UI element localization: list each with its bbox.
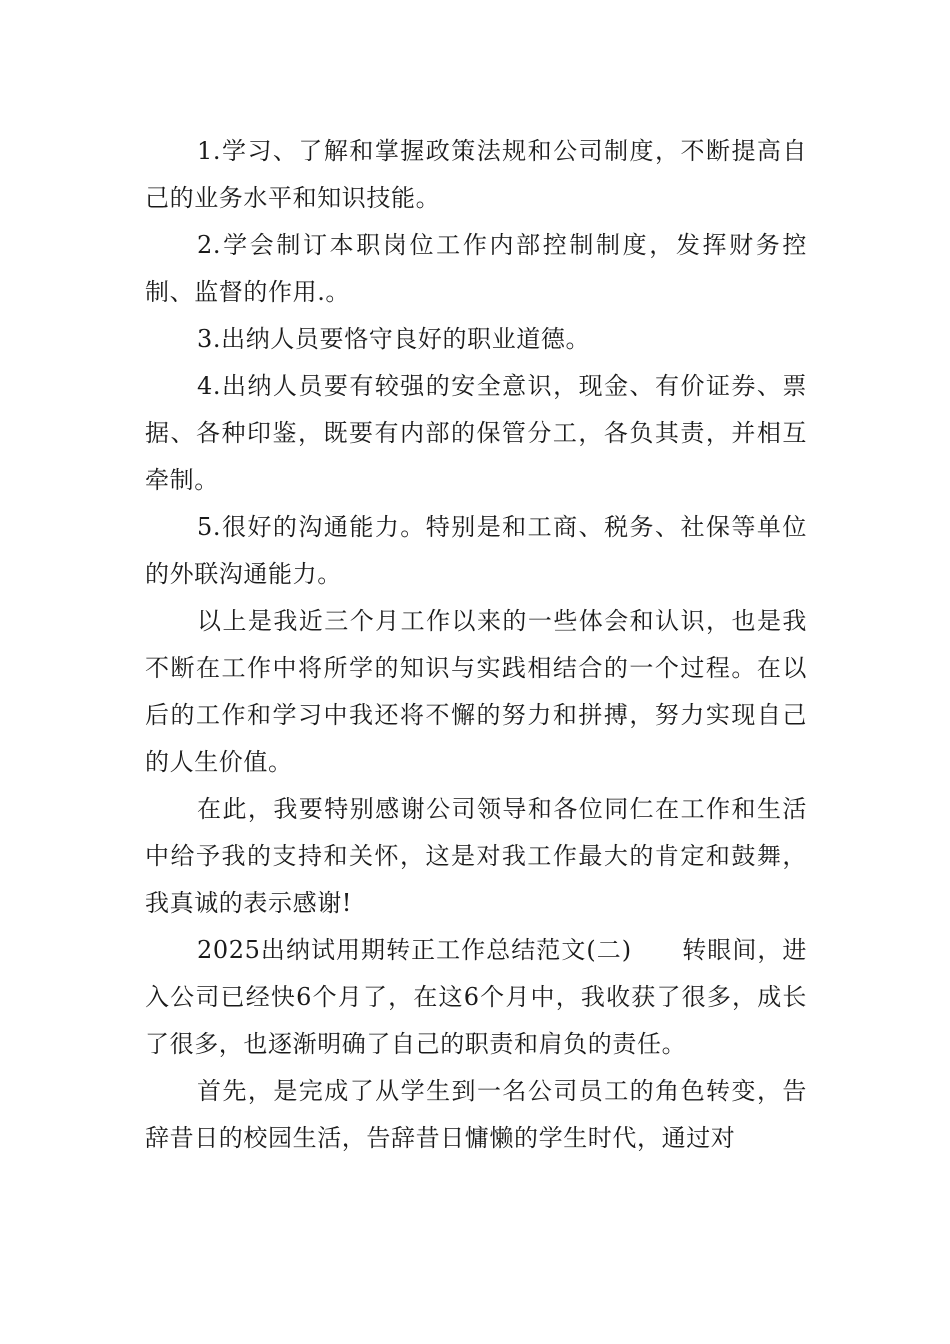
paragraph-summary: 以上是我近三个月工作以来的一些体会和认识，也是我不断在工作中将所学的知识与实践相结合的一个过程。在以后的工作和学习中我还将不懈的努力和拼搏，努力实现自己的人生价值。 (145, 607, 807, 776)
document-body (145, 128, 807, 1162)
paragraph-thanks: 在此，我要特别感谢公司领导和各位同仁在工作和生活中给予我的支持和关怀，这是对我工作最大的肯定和鼓舞，我真诚的表示感谢! (145, 795, 807, 917)
paragraph-item-1: 1.学习、了解和掌握政策法规和公司制度，不断提高自己的业务水平和知识技能。 (145, 137, 807, 212)
paragraph-item-3: 3.出纳人员要恪守良好的职业道德。 (197, 325, 591, 353)
paragraph-first-point: 首先，是完成了从学生到一名公司员工的角色转变，告辞昔日的校园生活，告辞昔日慵懒的学生时代，通过对 (145, 1077, 807, 1152)
paragraph-section-two-intro: 2025出纳试用期转正工作总结范文(二) 转眼间，进入公司已经快6个月了，在这6个月中，我收获了很多，成长了很多，也逐渐明确了自己的职责和肩负的责任。 (145, 936, 807, 1058)
paragraph-item-4: 4.出纳人员要有较强的安全意识，现金、有价证券、票据、各种印鉴，既要有内部的保管分工，各负其责，并相互牵制。 (145, 372, 807, 494)
paragraph-item-2: 2.学会制订本职岗位工作内部控制制度，发挥财务控制、监督的作用.。 (145, 231, 807, 306)
paragraph-item-5: 5.很好的沟通能力。特别是和工商、税务、社保等单位的外联沟通能力。 (145, 513, 807, 588)
